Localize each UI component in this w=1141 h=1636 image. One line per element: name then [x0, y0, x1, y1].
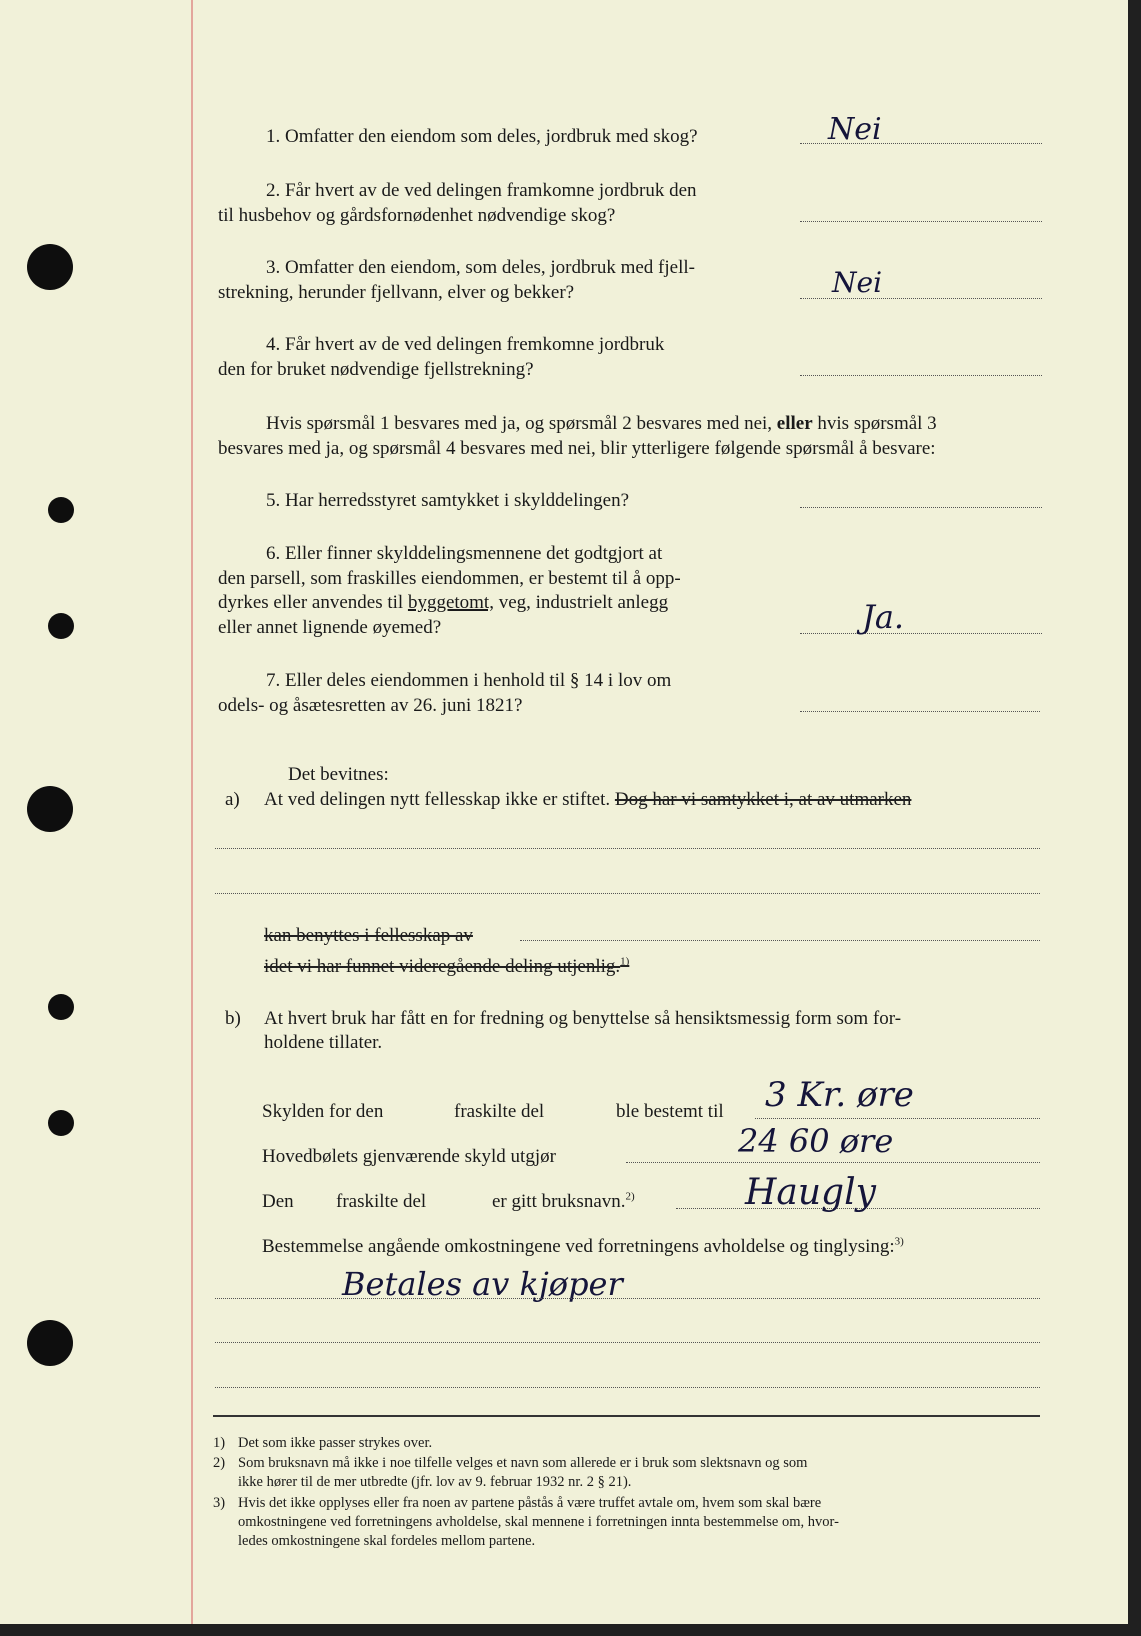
blank-line: [215, 893, 1040, 894]
footnote-2-line-1: Som bruksnavn må ikke i noe tilfelle velges et navn som allerede er i bruk som slektsnavn og som: [238, 1455, 808, 1471]
footnote-rule: [213, 1415, 1040, 1417]
blank-line: [215, 848, 1040, 849]
answer-line-5: [800, 507, 1042, 508]
punch-hole: [27, 1320, 73, 1366]
answer-line-2: [800, 221, 1042, 222]
punch-hole: [48, 994, 74, 1020]
answer-6-handwritten: Ja.: [862, 598, 905, 636]
punch-hole: [48, 497, 74, 523]
attest-a-struck-line-2: kan benyttes i fellesskap av: [264, 925, 473, 946]
question-7-line-1: 7. Eller deles eiendommen i henhold til § 14 i lov om: [266, 670, 672, 691]
answer-line-6: [800, 633, 1042, 634]
skyld-value-handwritten: 3 Kr. øre: [765, 1075, 914, 1115]
skyld-label-c: ble bestemt til: [616, 1101, 724, 1122]
attest-b-label: b): [225, 1008, 241, 1029]
attest-a-text: At ved delingen nytt fellesskap ikke er stiftet.: [264, 789, 611, 810]
attest-a-label: a): [225, 789, 240, 810]
conditional-bold: eller: [776, 413, 813, 434]
footnote-2-mark: 2): [213, 1455, 226, 1471]
skyld-label-b: fraskilte del: [454, 1101, 545, 1122]
footnote-1-mark: 1): [213, 1435, 226, 1451]
question-3-line-2: strekning, herunder fjellvann, elver og bekker?: [218, 282, 575, 303]
footnote-mark-2: 2): [625, 1190, 635, 1203]
attest-a-struck-line-3: idet vi har funnet videregående deling utjenlig.$^{1)}$: [264, 955, 630, 977]
q6-underlined: byggetomt,: [407, 592, 494, 613]
skyld-line: [755, 1118, 1040, 1119]
navn-label-a: Den: [262, 1191, 294, 1212]
question-4-line-1: 4. Får hvert av de ved delingen fremkomne jordbruk: [266, 334, 665, 355]
question-7-line-2: odels- og åsætesretten av 26. juni 1821?: [218, 695, 523, 716]
answer-line-7: [800, 711, 1040, 712]
footnote-3-mark: 3): [213, 1495, 226, 1511]
margin-line: [191, 0, 193, 1624]
question-1: 1. Omfatter den eiendom som deles, jordbruk med skog?: [266, 126, 698, 147]
question-3-line-1: 3. Omfatter den eiendom, som deles, jordbruk med fjell-: [266, 257, 695, 278]
footnote-mark-1: 1): [620, 955, 630, 968]
hoved-value-handwritten: 24 60 øre: [738, 1122, 894, 1160]
attest-a-line: [264, 789, 911, 811]
question-6-line-1: 6. Eller finner skylddelingsmennene det godtgjort at: [266, 543, 663, 564]
q6-text-b: veg, industrielt anlegg: [498, 592, 669, 613]
kost-line: [215, 1298, 1040, 1299]
conditional-line-2: besvares med ja, og spørsmål 4 besvares med nei, blir ytterligere følgende spørsmål å besvare:: [218, 438, 936, 459]
attest-heading: Det bevitnes:: [288, 764, 389, 785]
question-6-line-2: den parsell, som fraskilles eiendommen, er bestemt til å opp-: [218, 568, 681, 589]
blank-line: [215, 1342, 1040, 1343]
punch-hole: [27, 786, 73, 832]
question-5: 5. Har herredsstyret samtykket i skylddelingen?: [266, 490, 630, 511]
navn-value-handwritten: Haugly: [745, 1172, 876, 1213]
kost-label: Bestemmelse angående omkostningene ved forretningens avholdelse og tinglysing:$^{3)}$: [262, 1235, 904, 1257]
footnote-2-line-2: ikke hører til de mer utbredte (jfr. lov av 9. februar 1932 nr. 2 § 21).: [238, 1474, 632, 1490]
question-4-line-2: den for bruket nødvendige fjellstrekning?: [218, 359, 534, 380]
attest-b-line-2: holdene tillater.: [264, 1032, 383, 1053]
skyld-label-a: Skylden for den: [262, 1101, 384, 1122]
question-2-line-2: til husbehov og gårdsfornødenhet nødvendige skog?: [218, 205, 616, 226]
q6-text-a: dyrkes eller anvendes til: [218, 592, 404, 613]
punch-hole: [48, 1110, 74, 1136]
blank-line: [520, 940, 1040, 941]
navn-label-b: fraskilte del: [336, 1191, 427, 1212]
blank-line: [215, 1387, 1040, 1388]
footnote-3-line-1: Hvis det ikke opplyses eller fra noen av partene påstås å være truffet avtale om, hvem som skal bære: [238, 1495, 822, 1511]
attest-b-line-1: At hvert bruk har fått en for fredning og benyttelse så hensiktsmessig form som for-: [264, 1008, 902, 1029]
conditional-text-b: hvis spørsmål 3: [817, 413, 937, 434]
answer-3-handwritten: Nei: [832, 266, 883, 299]
punch-hole: [48, 613, 74, 639]
punch-hole: [27, 244, 73, 290]
attest-a-struck: Dog har vi samtykket i, at av utmarken: [614, 789, 912, 810]
kost-value-handwritten: Betales av kjøper: [342, 1265, 623, 1303]
answer-1-handwritten: Nei: [828, 112, 882, 147]
hoved-label: Hovedbølets gjenværende skyld utgjør: [262, 1146, 556, 1167]
question-2-line-1: 2. Får hvert av de ved delingen framkomne jordbruk den: [266, 180, 697, 201]
navn-label-c: er gitt bruksnavn.$^{2)}$: [492, 1190, 635, 1212]
answer-line-4: [800, 375, 1042, 376]
footnote-1: Det som ikke passer strykes over.: [238, 1435, 433, 1451]
question-6-line-3: [218, 592, 668, 614]
conditional-line-1: [266, 413, 937, 435]
conditional-text-a: Hvis spørsmål 1 besvares med ja, og spørsmål 2 besvares med nei,: [266, 413, 773, 434]
question-6-line-4: eller annet lignende øyemed?: [218, 617, 442, 638]
footnote-3-line-3: ledes omkostningene skal fordeles mellom partene.: [238, 1533, 536, 1549]
hoved-line: [626, 1162, 1040, 1163]
footnote-3-line-2: omkostningene ved forretningens avholdelse, skal mennene i forretningen innta bestemmelse om, hvor-: [238, 1514, 839, 1530]
footnote-mark-3: 3): [894, 1235, 904, 1248]
